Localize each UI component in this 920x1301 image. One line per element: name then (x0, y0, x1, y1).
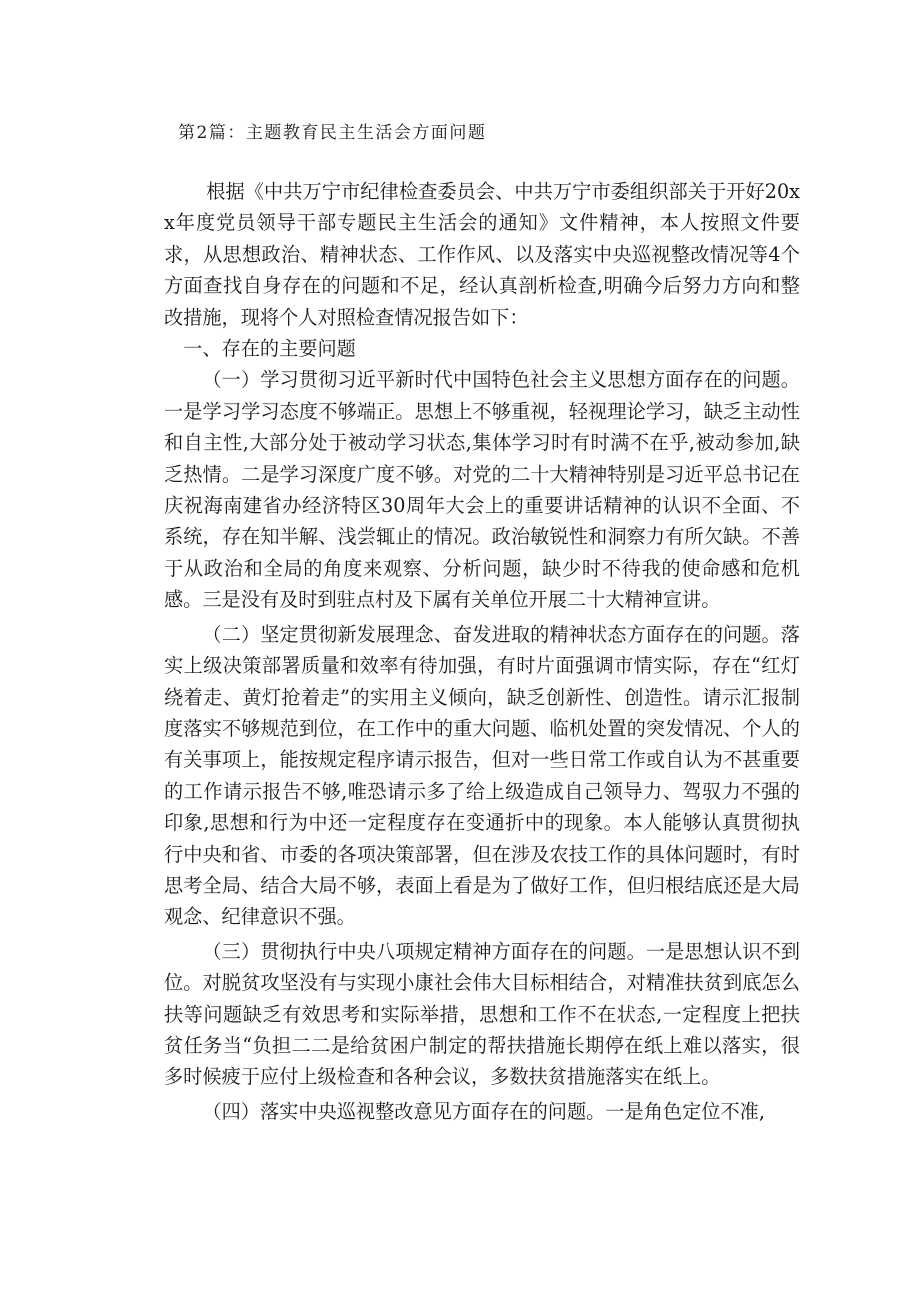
problem-item-2: （二）坚定贯彻新发展理念、奋发进取的精神状态方面存在的问题。落实上级决策部署质量和效率有待加强，有时片面强调市情实际，存在“红灯绕着走、黄灯抢着走”的实用主义倾向，缺乏创新性、创造性。请示汇报制度落实不够规范到位，在工作中的重大问题、临机处置的突发情况、个人的有关事项上，能按规定程序请示报告，但对一些日常工作或自认为不甚重要的工作请示报告不够,唯恐请示多了给上级造成自己领导力、驾驭力不强的印象,思想和行为中还一定程度存在变通折中的现象。本人能够认真贯彻执行中央和省、市委的各项决策部署，但在涉及农技工作的具体问题时，有时思考全局、结合大局不够，表面上看是为了做好工作，但归根结底还是大局观念、纪律意识不强。 (164, 622, 800, 929)
document-body (164, 176, 800, 1127)
problem-item-4: （四）落实中央巡视整改意见方面存在的问题。一是角色定位不准, (202, 1099, 765, 1123)
document-title: 第2篇：主题教育民主生活会方面问题 (178, 123, 487, 143)
problem-item-1: （一）学习贯彻习近平新时代中国特色社会主义思想方面存在的问题。一是学习学习态度不够端正。思想上不够重视，轻视理论学习，缺乏主动性和自主性,大部分处于被动学习状态,集体学习时有时满不在乎,被动参加,缺乏热情。二是学习深度广度不够。对党的二十大精神特别是习近平总书记在庆祝海南建省办经济特区30周年大会上的重要讲话精神的认识不全面、不系统，存在知半解、浅尝辄止的情况。政治敏锐性和洞察力有所欠缺。不善于从政治和全局的角度来观察、分析问题，缺少时不待我的使命感和危机感。三是没有及时到驻点村及下属有关单位开展二十大精神宣讲。 (164, 368, 800, 612)
problem-item-3: （三）贯彻执行中央八项规定精神方面存在的问题。一是思想认识不到位。对脱贫攻坚没有与实现小康社会伟大目标相结合，对精准扶贫到底怎么扶等问题缺乏有效思考和实际举措，思想和工作不在状态,一定程度上把扶贫任务当“负担二二是给贫困户制定的帮扶措施长期停在纸上难以落实，很多时候疲于应付上级检查和各种会议，多数扶贫措施落实在纸上。 (164, 939, 800, 1089)
intro-paragraph: 根据《中共万宁市纪律检查委员会、中共万宁市委组织部关于开好20xx年度党员领导干部专题民主生活会的通知》文件精神，本人按照文件要求，从思想政治、精神状态、工作作风、以及落实中央巡视整改情况等4个方面查找自身存在的问题和不足，经认真剖析检查,明确今后努力方向和整改措施，现将个人对照检查情况报告如下： (164, 180, 800, 329)
section-heading-problems: 一、存在的主要问题 (183, 337, 356, 361)
